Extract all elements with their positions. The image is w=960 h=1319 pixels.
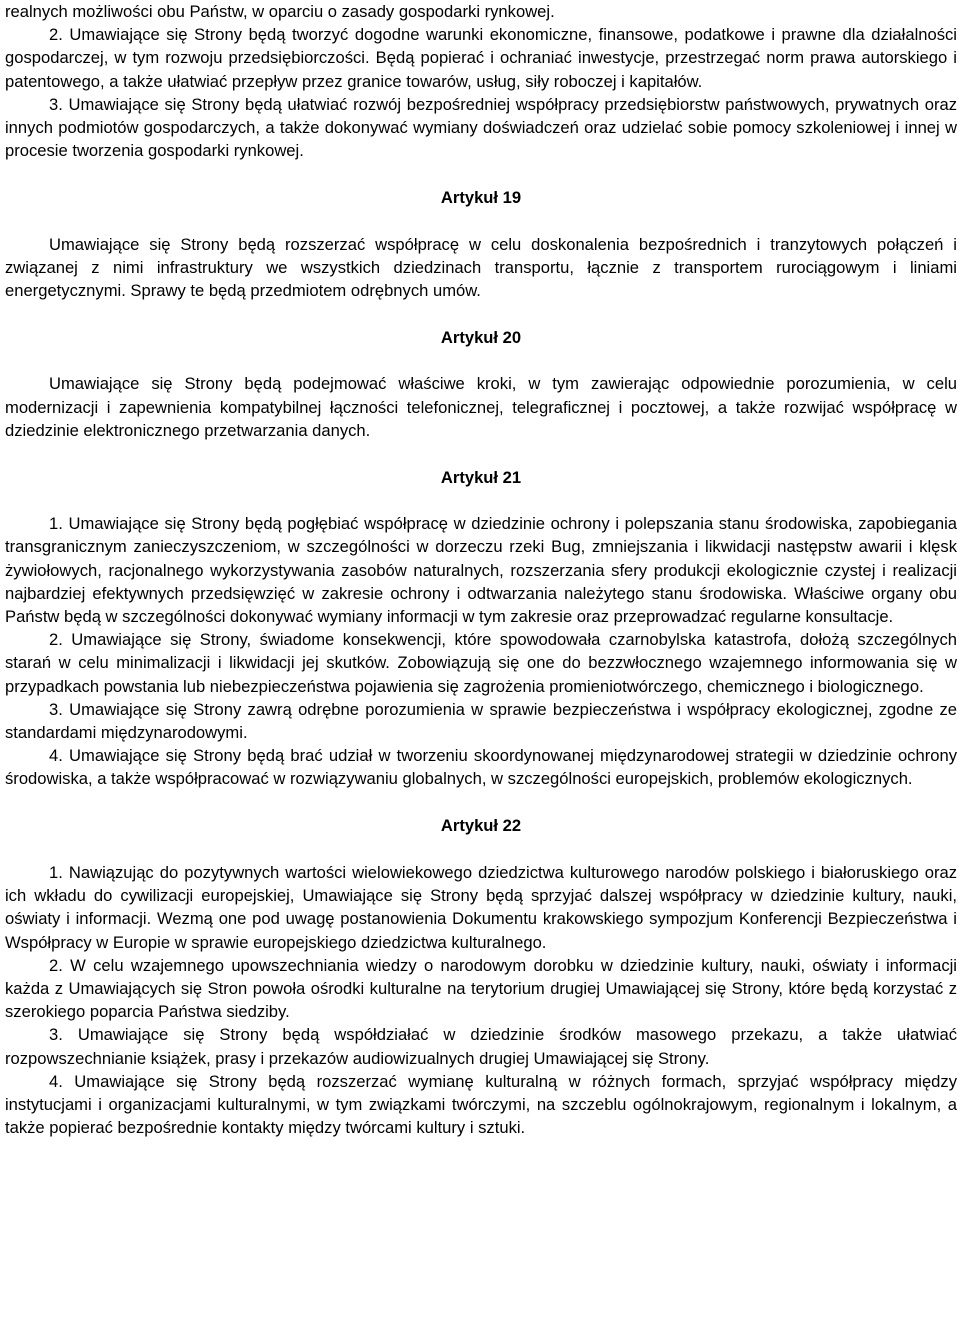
article-22-paragraph-3: 3. Umawiające się Strony będą współdziałać w dziedzinie środków masowego przekazu, a także ułatwiać rozpowszechnianie książek, prasy i przekazów audiowizualnych drugiej Umawiającej się Strony.	[5, 1025, 957, 1068]
document-page	[5, 0, 957, 1139]
article-19-paragraph: Umawiające się Strony będą rozszerzać współpracę w celu doskonalenia bezpośrednich i tranzytowych połączeń i związanej z nimi infrastruktury we wszystkich dziedzinach transportu, łącznie z transportem rurociągowym i liniami energetycznymi. Sprawy te będą przedmiotem odrębnych umów.	[5, 234, 957, 301]
article-20-paragraph: Umawiające się Strony będą podejmować właściwe kroki, w tym zawierając odpowiednie porozumienia, w celu modernizacji i zapewnienia kompatybilnej łączności telefonicznej, telegraficznej i pocztowej, a także rozwijać współpracę w dziedzinie elektronicznego przetwarzania danych.	[5, 374, 957, 440]
paragraph-3: 3. Umawiające się Strony będą ułatwiać rozwój bezpośredniej współpracy przedsiębiorstw państwowych, prywatnych oraz innych podmiotów gospodarczych, a także dokonywać wymiany doświadczeń oraz udzielać sobie pomocy szkoleniowej i innej w procesie tworzenia gospodarki rynkowej.	[5, 94, 957, 161]
article-20-heading: Artykuł 20	[440, 327, 522, 347]
article-21-paragraph-4: 4. Umawiające się Strony będą brać udział w tworzeniu skoordynowanej międzynarodowej strategii w dziedzinie ochrony środowiska, a także współpracować w rozwiązywaniu globalnych, w szczególności europejskich, problemów ekologicznych.	[5, 746, 957, 789]
article-21-paragraph-2: 2. Umawiające się Strony, świadome konsekwencji, które spowodowała czarnobylska katastrofa, dołożą szczególnych starań w celu minimalizacji i likwidacji jej skutków. Zobowiązują się one do bezzwłocznego wzajemnego informowania się w przypadkach powstania lub niebezpieczeństwa pojawienia się zagrożenia promieniotwórczego, chemicznego i biologicznego.	[5, 630, 957, 696]
article-21-paragraph-3: 3. Umawiające się Strony zawrą odrębne porozumienia w sprawie bezpieczeństwa i współpracy ekologicznej, zgodne ze standardami międzynarodowymi.	[5, 699, 957, 743]
article-22-paragraph-1: 1. Nawiązując do pozytywnych wartości wielowiekowego dziedzictwa kulturowego narodów polskiego i białoruskiego oraz ich wkładu do cywilizacji europejskiej, Umawiające się Strony będą sprzyjać dalszej współpracy w dziedzinie kultury, nauki, oświaty i informacji. Wezmą one pod uwagę postanowienia Dokumentu krakowskiego sympozjum Konferencji Bezpieczeństwa i Współpracy w Europie w sprawie europejskiego dziedzictwa kulturalnego.	[5, 862, 957, 952]
article-21-heading: Artykuł 21	[440, 467, 522, 487]
article-19-heading: Artykuł 19	[440, 187, 522, 207]
article-21-paragraph-1: 1. Umawiające się Strony będą pogłębiać współpracę w dziedzinie ochrony i polepszania stanu środowiska, zapobiegania transgranicznym zanieczyszczeniom, w szczególności w dorzeczu rzeki Bug, zmniejszania i likwidacji następstw awarii i klęsk żywiołowych, racjonalnego wykorzystywania zasobów naturalnych, rozszerzania sfery produkcji ekologicznie czystej i realizacji najbardziej efektywnych przedsięwzięć w zakresie ochrony i odtwarzania należytego stanu środowiska. Właściwe organy obu Państw będą w szczególności dokonywać wymiany informacji w tym zakresie oraz przeprowadzać regularne konsultacje.	[5, 514, 957, 627]
paragraph-continuation: realnych możliwości obu Państw, w oparciu o zasady gospodarki rynkowej.	[5, 2, 555, 21]
article-22-heading: Artykuł 22	[440, 816, 522, 836]
article-22-paragraph-4: 4. Umawiające się Strony będą rozszerzać wymianę kulturalną w różnych formach, sprzyjać współpracy między instytucjami i organizacjami kulturalnymi, w tym związkami twórczymi, na szczeblu ogólnokrajowym, regionalnym i lokalnym, a także popierać bezpośrednie kontakty między twórcami kultury i sztuki.	[5, 1071, 957, 1138]
article-22-paragraph-2: 2. W celu wzajemnego upowszechniania wiedzy o narodowym dorobku w dziedzinie kultury, nauki, oświaty i informacji każda z Umawiających się Stron powoła ośrodki kulturalne na terytorium drugiej Umawiającej się Strony, które będą korzystać z szerokiego poparcia Państwa siedziby.	[5, 955, 957, 1022]
paragraph-2: 2. Umawiające się Strony będą tworzyć dogodne warunki ekonomiczne, finansowe, podatkowe i prawne dla działalności gospodarczej, w tym rozwoju przedsiębiorczości. Będą popierać i ochraniać inwestycje, przestrzegać norm prawa autorskiego i patentowego, a także ułatwiać przepływ przez granice towarów, usług, siły roboczej i kapitałów.	[5, 25, 957, 91]
